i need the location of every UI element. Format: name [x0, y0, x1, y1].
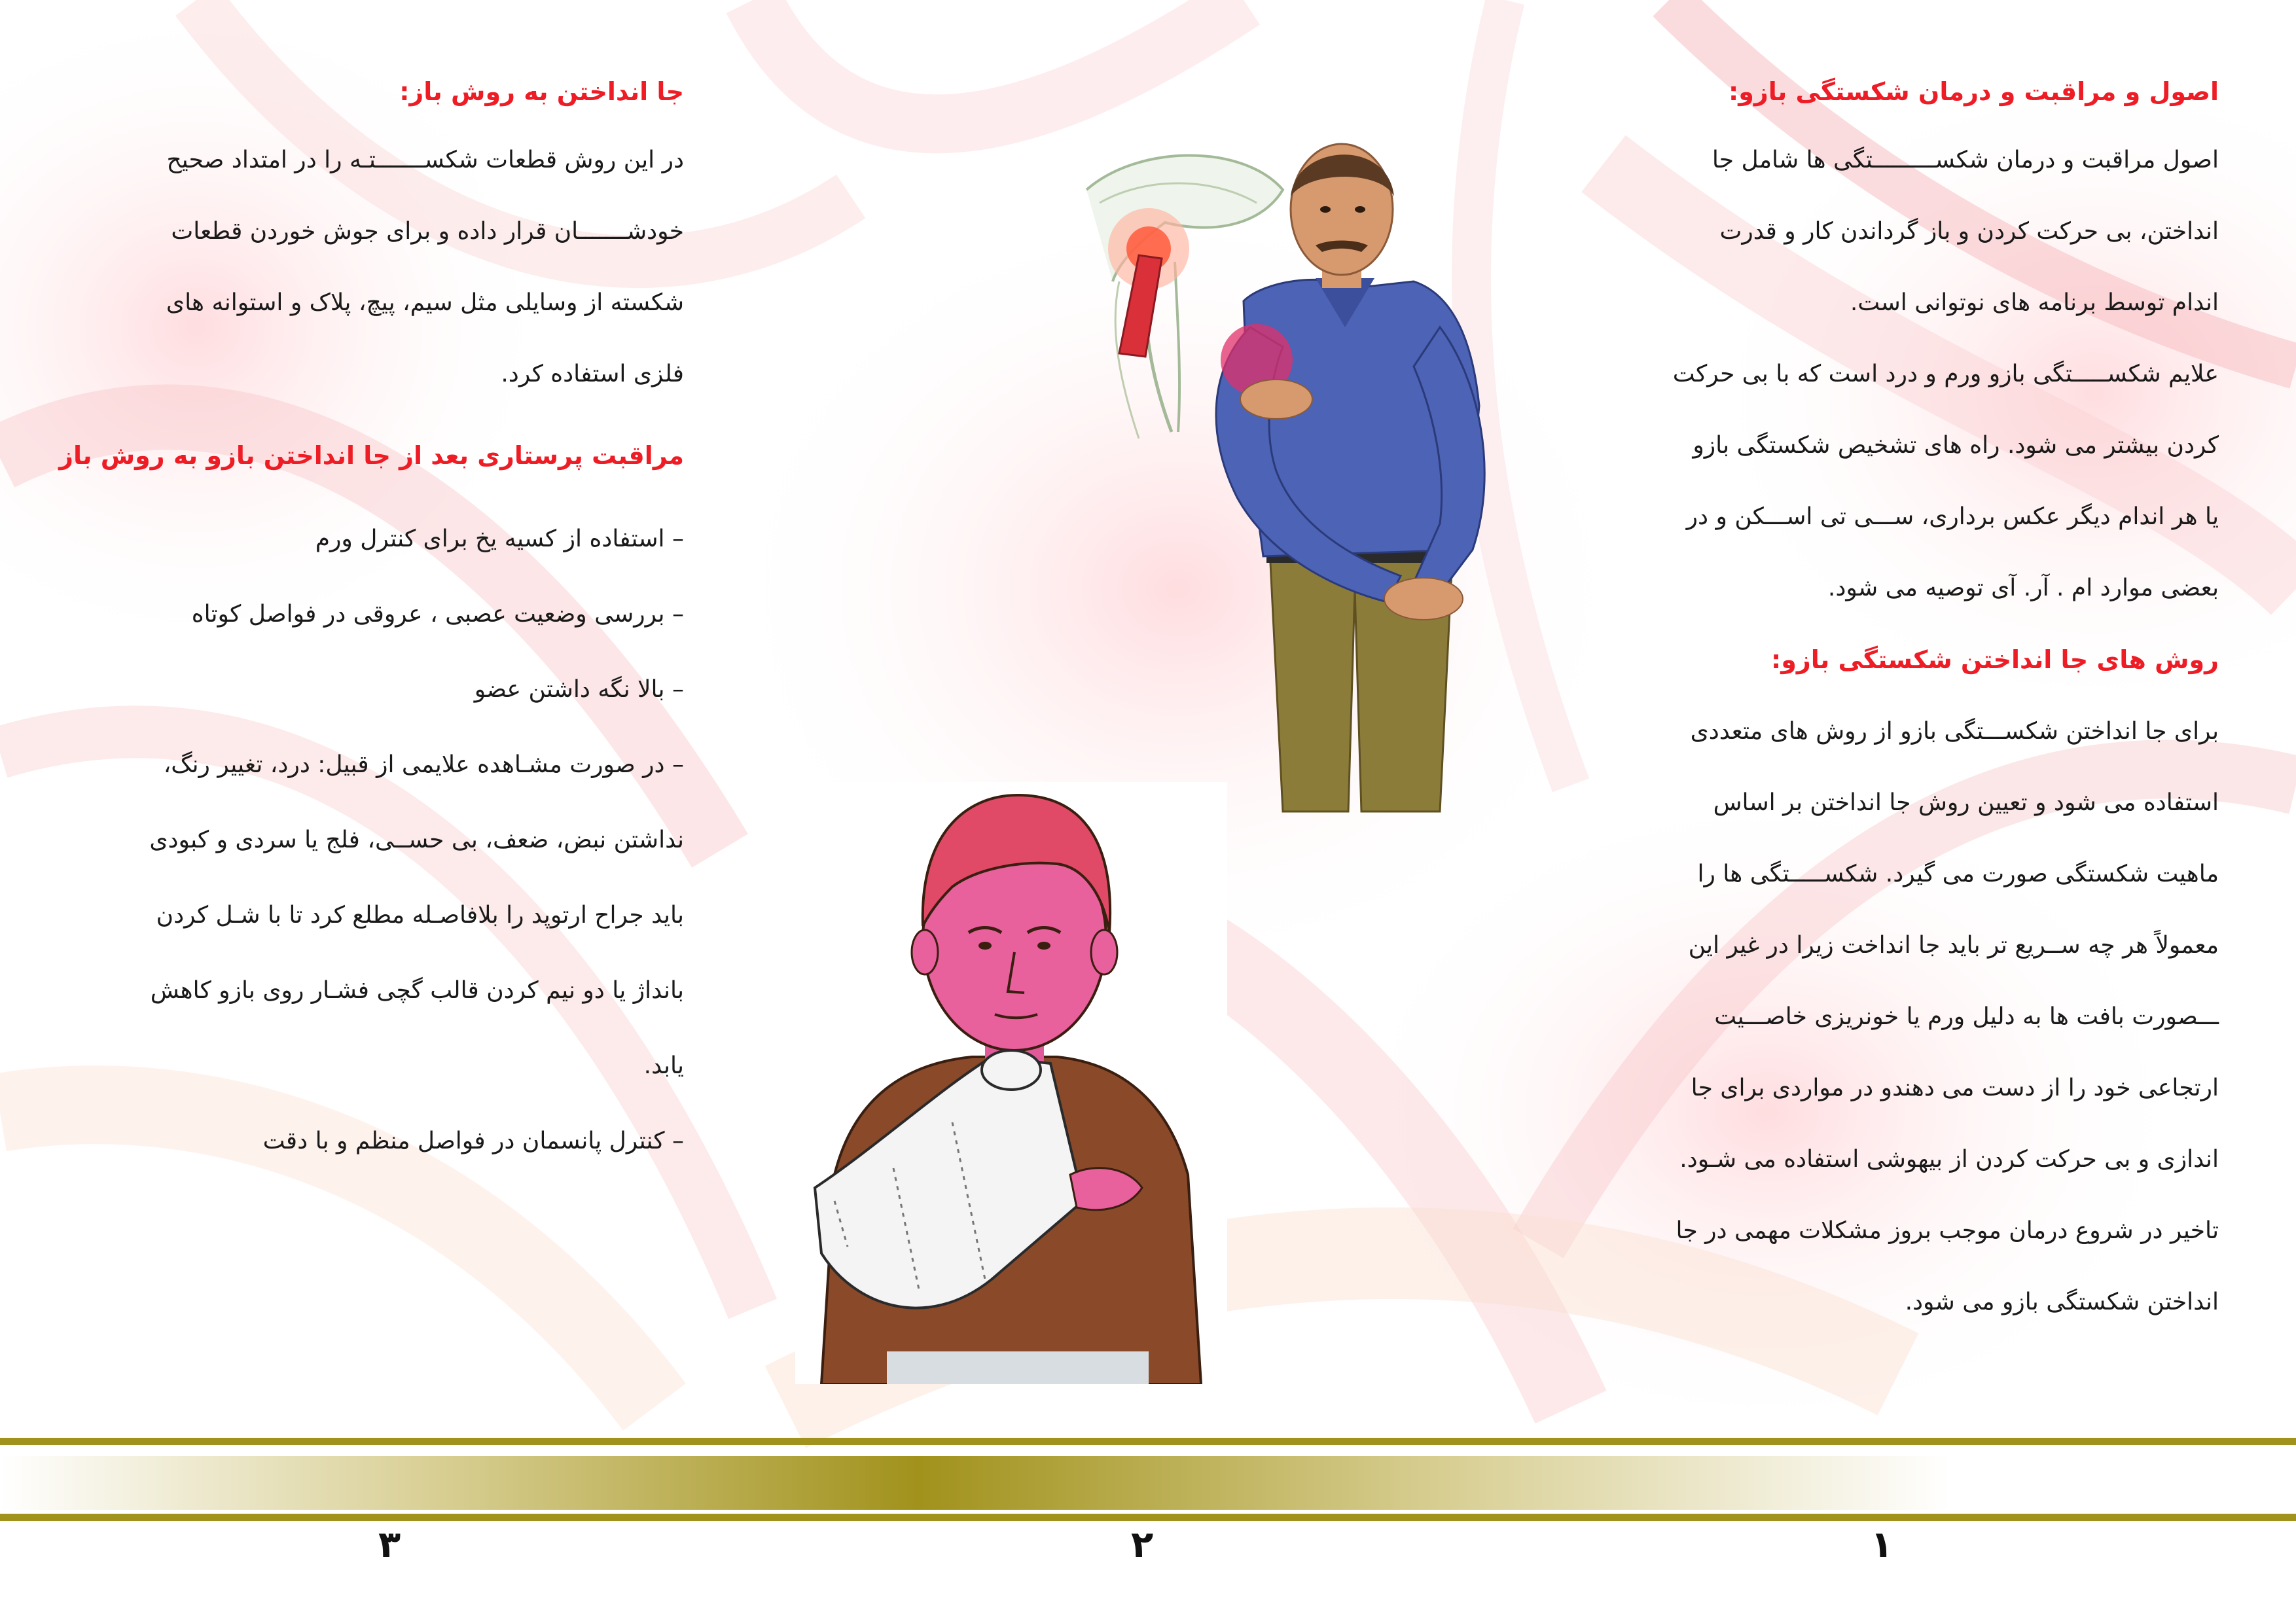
paragraph-line: ماهیت شکستگی صورت می گیرد. شکســـــتگی ها را — [1697, 861, 2219, 887]
page-number-3: ۳ — [378, 1524, 401, 1566]
man-holding-arm-illustration — [1047, 131, 1518, 825]
paragraph-line: معمولاً هر چه ســریع تر باید جا انداخت زیرا در غیر این — [1688, 932, 2219, 959]
paragraph-line: بعضی موارد ام . آر. آی توصیه می شود. — [1827, 575, 2219, 601]
footer-bottom-rule — [0, 1514, 2296, 1521]
boy-arm-sling-illustration — [795, 782, 1227, 1384]
paragraph-line: برای جا انداختن شکســـتگی بازو از روش های متعددی — [1690, 718, 2219, 745]
paragraph-line: انداختن، بی حرکت کردن و باز گرداندن کار و قدرت — [1719, 218, 2219, 245]
list-item: – در صورت مشـاهده علایمی از قبیل: درد، تغییر رنگ، — [163, 751, 684, 778]
list-item: – بالا نگه داشتن عضو — [474, 676, 684, 703]
paragraph-line: در این روش قطعات شکســـــــتـه را در امتداد صحیح — [166, 147, 684, 173]
list-item-continuation: باید جراح ارتوپد را بلافاصـله مطلع کرد تا با شـل کردن — [156, 902, 684, 929]
section-heading-open-reduction: جا انداختن به روش باز: — [399, 77, 684, 106]
paragraph-line: کردن بیشتر می شود. راه های تشخیص شکستگی بازو — [1693, 432, 2219, 459]
paragraph-line: شکسته از وسایلی مثل سیم، پیچ، پلاک و استوانه های — [166, 289, 684, 316]
list-item: – استفاده از کسیه یخ برای کنترل ورم — [315, 526, 684, 552]
paragraph-line: تاخیر در شروع درمان موجب بروز مشکلات مهمی در جا — [1676, 1217, 2219, 1244]
list-item-continuation: یابد. — [643, 1052, 684, 1079]
list-item-continuation: نداشتن نبض، ضعف، بی حســی، فلج یا سردی و کبودی — [149, 827, 684, 853]
list-item-continuation: بانداژ یا دو نیم کردن قالب گچی فشـار روی بازو کاهش — [150, 977, 684, 1004]
paragraph-line: اصول مراقبت و درمان شکســـــــــتگی ها شامل جا — [1712, 147, 2219, 173]
list-item: – کنترل پانسمان در فواصل منظم و با دقت — [262, 1128, 684, 1154]
paragraph-line: یا هر اندام دیگر عکس برداری، ســـی تی اســـکن و در — [1686, 503, 2219, 530]
page-1-column — [1590, 59, 2219, 1338]
paragraph-line: اندازی و بی حرکت کردن از بیهوشی استفاده می شـود. — [1679, 1146, 2219, 1173]
paragraph-line: ـــصورت بافت ها به دلیل ورم یا خونریزی خاصـــیت — [1714, 1003, 2219, 1030]
list-item: – بررسی وضعیت عصبی ، عروقی در فواصل کوتاه — [191, 601, 684, 628]
paragraph-line: اندام توسط برنامه های نوتوانی است. — [1850, 289, 2219, 316]
paragraph-line: استفاده می شود و تعیین روش جا انداختن بر اساس — [1713, 789, 2219, 816]
paragraph-line: ارتجاعی خود را از دست می دهندو در مواردی برای جا — [1691, 1075, 2219, 1101]
page-number-2: ۲ — [1131, 1524, 1154, 1566]
page-number-1: ۱ — [1871, 1524, 1893, 1566]
footer-top-rule — [0, 1438, 2296, 1445]
section-heading-reduction-methods: روش های جا انداختن شکستگی بازو: — [1771, 645, 2219, 674]
section-heading-care-principles: اصول و مراقبت و درمان شکستگی بازو: — [1729, 77, 2219, 106]
paragraph-line: انداختن شکستگی بازو می شود. — [1905, 1289, 2219, 1315]
page-3-column — [49, 59, 684, 1179]
paragraph-line: فلزی استفاده کرد. — [501, 361, 684, 387]
section-heading-nursing-care: مراقبت پرستاری بعد از جا انداختن بازو به روش باز — [59, 441, 684, 470]
footer-gradient-band — [0, 1456, 2296, 1510]
paragraph-line: خودشـــــــان قرار داده و برای جوش خوردن قطعات — [171, 218, 684, 245]
paragraph-line: علایم شکســـــتگی بازو ورم و درد است که با بی حرکت — [1672, 361, 2219, 387]
